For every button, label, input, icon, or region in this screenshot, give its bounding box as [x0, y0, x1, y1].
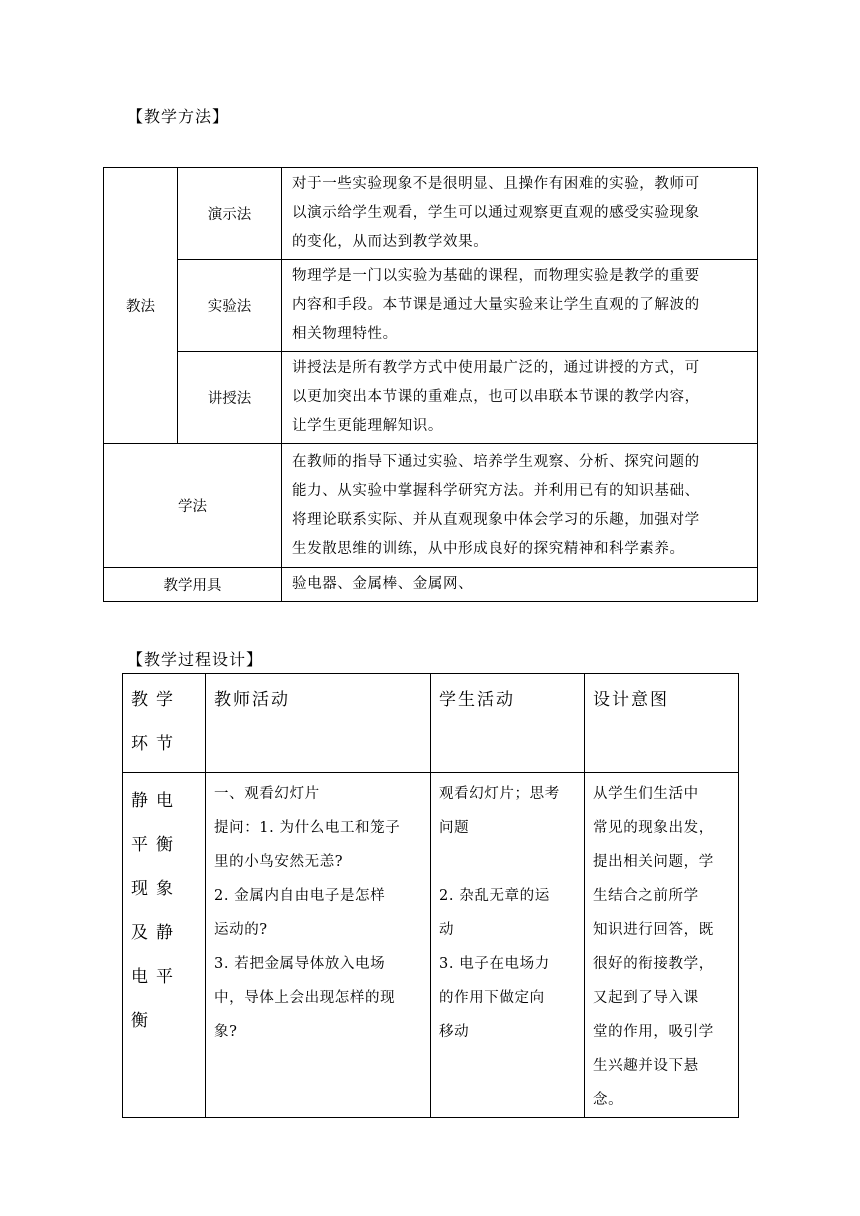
header-student-activity: 学生活动	[431, 674, 585, 773]
teaching-methods-table	[103, 167, 758, 602]
teacher-activity: 一、观看幻灯片 提问：1. 为什么电工和笼子 里的小鸟安然无恙? 2. 金属内自由电子是怎样 运动的? 3. 若把金属导体放入电场 中，导体上会出现怎样的现 象?	[206, 773, 431, 1118]
method-label: 演示法	[178, 168, 282, 260]
study-method-description: 在教师的指导下通过实验、培养学生观察、分析、探究问题的 能力、从实验中掌握科学研究方法。并利用已有的知识基础、 将理论联系实际、并从直观现象中体会学习的乐趣，加强对学 生发散思维的训练，从中形成良好的探究精神和科学素养。	[282, 444, 758, 568]
method-label: 讲授法	[178, 352, 282, 444]
study-method-label: 学法	[104, 444, 282, 568]
stage-name: 静电平衡现象及静电平衡	[123, 773, 206, 1118]
tools-value: 验电器、金属棒、金属网、	[282, 568, 758, 602]
method-description: 对于一些实验现象不是很明显、且操作有困难的实验，教师可 以演示给学生观看，学生可以通过观察更直观的感受实验现象 的变化，从而达到教学效果。	[282, 168, 758, 260]
process-heading: 【教学过程设计】	[127, 650, 264, 669]
tools-label: 教学用具	[104, 568, 282, 602]
methods-group-label: 教法	[104, 168, 178, 444]
design-intent: 从学生们生活中 常见的现象出发， 提出相关问题，学 生结合之前所学 知识进行回答，既 很好的衔接教学， 又起到了导入课 堂的作用，吸引学 生兴趣并设下悬 念。	[585, 773, 739, 1118]
header-design-intent: 设计意图	[585, 674, 739, 773]
method-description: 讲授法是所有教学方式中使用最广泛的，通过讲授的方式，可 以更加突出本节课的重难点，也可以串联本节课的教学内容， 让学生更能理解知识。	[282, 352, 758, 444]
student-activity: 观看幻灯片；思考 问题 2. 杂乱无章的运 动 3. 电子在电场力 的作用下做定向 移动	[431, 773, 585, 1118]
teaching-process-table	[122, 673, 739, 1118]
method-label: 实验法	[178, 260, 282, 352]
header-stage: 教学环节	[123, 674, 206, 773]
methods-heading: 【教学方法】	[127, 107, 230, 126]
header-teacher-activity: 教师活动	[206, 674, 431, 773]
method-description: 物理学是一门以实验为基础的课程，而物理实验是教学的重要 内容和手段。本节课是通过大量实验来让学生直观的了解波的 相关物理特性。	[282, 260, 758, 352]
